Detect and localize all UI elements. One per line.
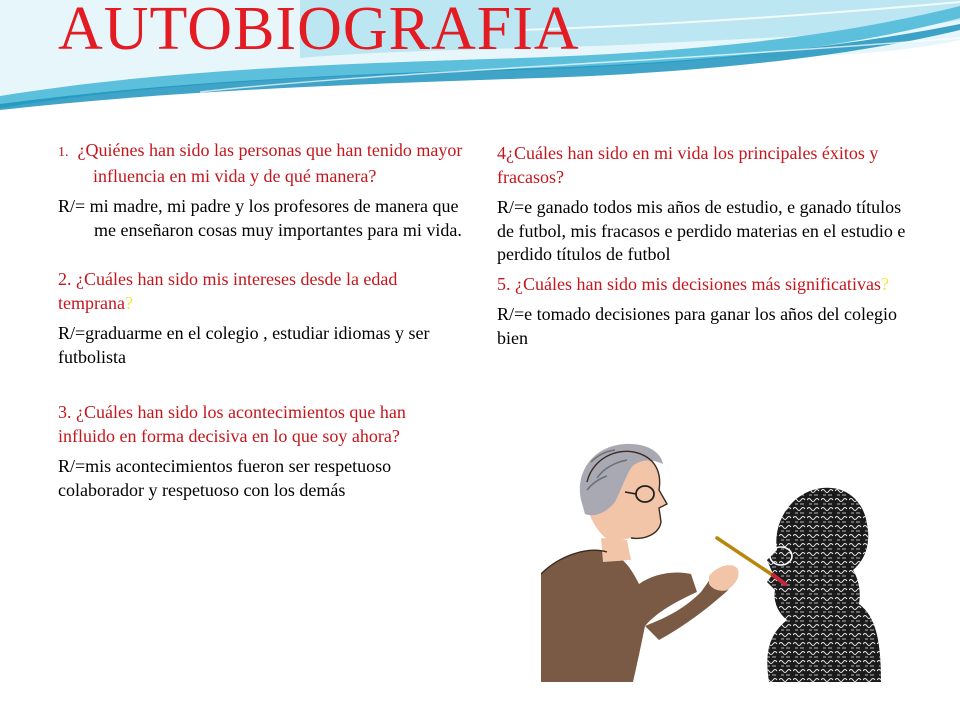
answer-3: R/=mis acontecimientos fueron ser respetuoso colaborador y respetuoso con los demás	[58, 456, 392, 500]
question-2-number: 2.	[58, 269, 72, 289]
left-column	[58, 139, 463, 502]
question-1-text: ¿Quiénes han sido las personas que han tenido mayor influencia en mi vida y de qué manera?	[77, 140, 463, 186]
question-3	[58, 401, 463, 448]
question-4	[497, 142, 907, 189]
question-5-number: 5.	[497, 273, 511, 294]
question-5-accent: ?	[880, 273, 889, 294]
question-2	[58, 268, 463, 315]
person-painting-words-silhouette-icon	[541, 442, 881, 682]
question-1	[58, 139, 463, 188]
answer-4: R/=e ganado todos mis años de estudio, e ganado títulos de futbol, mis fracasos e perdido materias en el estudio e perdido títulos de futbol	[497, 197, 906, 264]
question-2-text: ¿Cuáles han sido mis intereses desde la edad temprana	[58, 269, 398, 313]
question-3-number: 3.	[58, 402, 72, 422]
question-4-number: 4	[497, 143, 506, 163]
question-5-text: ¿Cuáles han sido mis decisiones más significativas	[510, 273, 881, 294]
question-2-accent: ?	[124, 292, 133, 313]
answer-2: R/=graduarme en el colegio , estudiar idiomas y ser futbolista	[58, 323, 430, 367]
question-1-number: 1.	[58, 145, 69, 160]
question-4-text: ¿Cuáles han sido en mi vida los principales éxitos y fracasos?	[497, 143, 879, 187]
right-column	[497, 142, 907, 350]
answer-1: R/= mi madre, mi padre y los profesores de manera que me enseñaron cosas muy importantes para mi vida.	[58, 196, 462, 240]
question-3-text: ¿Cuáles han sido los acontecimientos que han influido en forma decisiva en lo que soy ahora?	[58, 402, 406, 446]
page-title: AUTOBIOGRAFIA	[58, 0, 580, 63]
answer-5: R/=e tomado decisiones para ganar los años del colegio bien	[497, 304, 898, 348]
question-5	[497, 273, 907, 297]
